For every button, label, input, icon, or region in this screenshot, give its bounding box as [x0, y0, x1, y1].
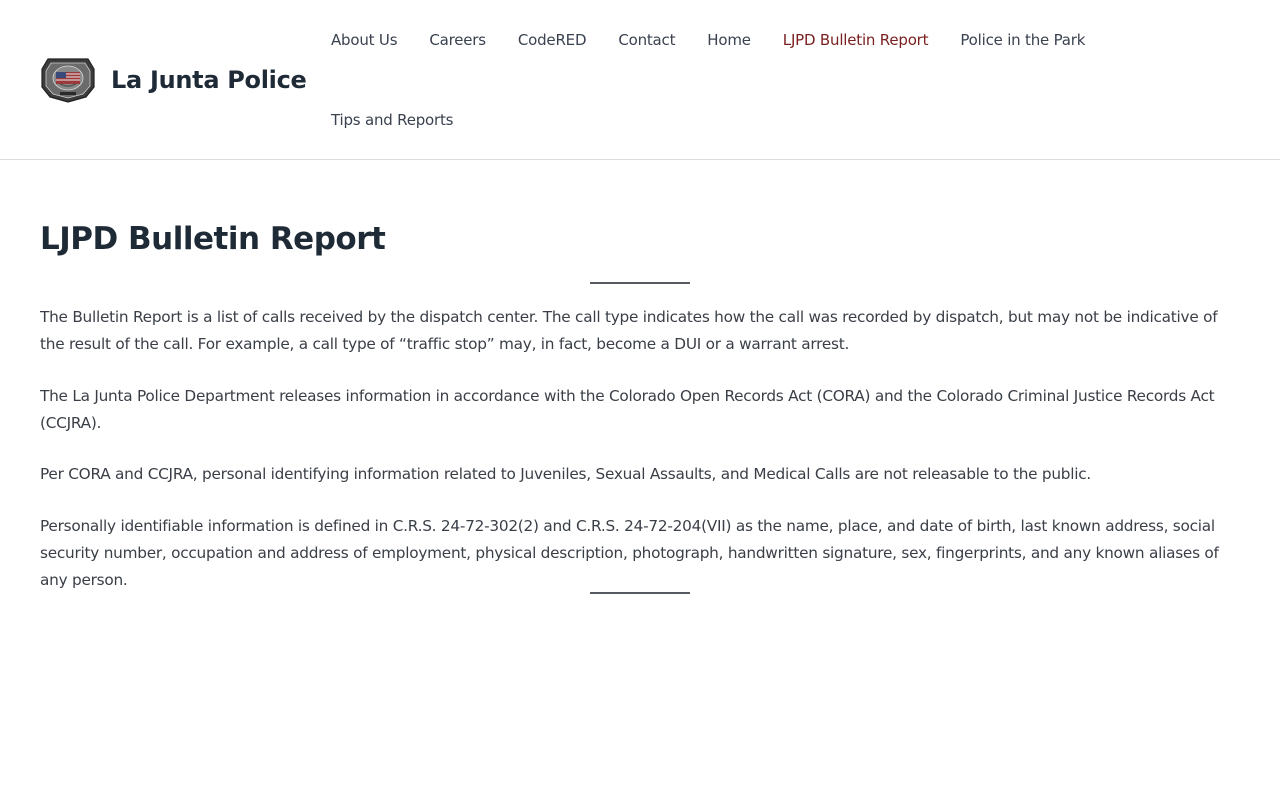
site-header [0, 0, 1280, 160]
police-badge-icon [40, 57, 96, 103]
intro-paragraph: The Bulletin Report is a list of calls received by the dispatch center. The call type indicates how the call was recorded by dispatch, but may not be indicative of the result of the call. For example, a call type of “traffic stop” may, in fact, become a DUI or a warrant arrest. [40, 308, 1218, 353]
privacy-paragraph: Per CORA and CCJRA, personal identifying information related to Juveniles, Sexual Assaults, and Medical Calls are not releasable to the public. [40, 465, 1092, 483]
page-title: LJPD Bulletin Report [40, 221, 386, 257]
records-act-paragraph: The La Junta Police Department releases information in accordance with the Colorado Open Records Act (CORA) and the Colorado Criminal Justice Records Act (CCJRA). [40, 387, 1215, 432]
nav-item-police-in-the-park[interactable]: Police in the Park [960, 31, 1086, 49]
site-title: La Junta Police [111, 66, 307, 94]
nav-item-careers[interactable]: Careers [429, 31, 486, 49]
nav-item-home[interactable]: Home [707, 31, 751, 49]
nav-item-about-us[interactable]: About Us [331, 31, 398, 49]
nav-row [331, 0, 1117, 80]
site-brand-link[interactable] [40, 57, 307, 103]
content-end-divider [590, 592, 690, 594]
nav-item-tips-and-reports[interactable]: Tips and Reports [331, 111, 454, 129]
nav-row [331, 80, 485, 160]
title-divider [590, 282, 690, 284]
nav-item-ljpd-bulletin-report[interactable]: LJPD Bulletin Report [782, 31, 929, 49]
nav-item-codered[interactable]: CodeRED [517, 31, 587, 49]
nav-item-contact[interactable]: Contact [618, 31, 676, 49]
pii-definition-paragraph: Personally identifiable information is defined in C.R.S. 24-72-302(2) and C.R.S. 24-72-204(VII) as the name, place, and date of birth, last known address, social security number, occupation and address of employment, physical description, photograph, handwritten signature, sex, fingerprints, and any known aliases of any person. [40, 517, 1219, 589]
